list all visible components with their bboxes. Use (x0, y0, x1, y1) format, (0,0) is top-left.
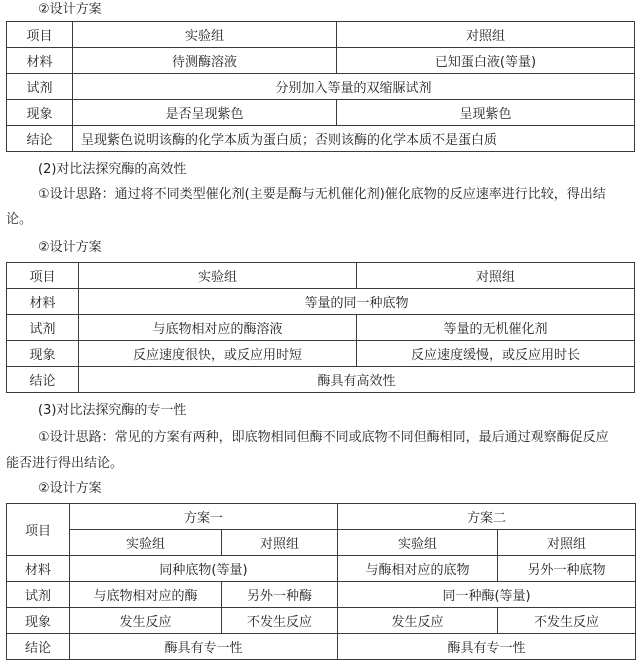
row-label: 材料 (7, 48, 73, 74)
header-s1-control: 对照组 (222, 530, 338, 556)
design-idea-3-line1: ①设计思路：常见的方案有两种，即底物相同但酶不同或底物不同但酶相同，最后通过观察酶促反应 (38, 430, 609, 445)
table-header-row-1 (7, 504, 636, 530)
protein-nature-table (6, 21, 635, 152)
cell-control: 已知蛋白液(等量) (337, 48, 635, 74)
table-header-row (7, 263, 635, 289)
row-label: 材料 (7, 556, 70, 582)
header-item: 项目 (7, 22, 73, 48)
cell-s1-control: 另外一种酶 (222, 582, 338, 608)
header-s2-control: 对照组 (498, 530, 636, 556)
header-experimental: 实验组 (79, 263, 357, 289)
cell-experimental: 反应速度很快，或反应用时短 (79, 341, 357, 367)
cell-s2-control: 不发生反应 (498, 608, 636, 634)
table-header-row (7, 22, 635, 48)
cell-s2-experimental: 发生反应 (338, 608, 498, 634)
cell-s1-control: 不发生反应 (222, 608, 338, 634)
section-title-2: (2)对比法探究酶的高效性 (38, 162, 187, 177)
cell-experimental: 待测酶溶液 (73, 48, 337, 74)
design-idea-2-line1: ①设计思路：通过将不同类型催化剂(主要是酶与无机催化剂)催化底物的反应速率进行比较，得出结 (38, 187, 606, 202)
cell-s1-merged: 同种底物(等量) (70, 556, 338, 582)
header-control: 对照组 (337, 22, 635, 48)
table-header-row-2 (7, 530, 636, 556)
design-idea-3-line2: 能否进行得出结论。 (6, 456, 124, 471)
header-control: 对照组 (357, 263, 635, 289)
cell-s1-experimental: 发生反应 (70, 608, 222, 634)
cell-s1-experimental: 与底物相对应的酶 (70, 582, 222, 608)
design-idea-2-line2: 论。 (6, 212, 33, 227)
cell-control: 反应速度缓慢，或反应用时长 (357, 341, 635, 367)
table-row-reagent (7, 315, 635, 341)
table-row-conclusion (7, 367, 635, 393)
cell-experimental: 与底物相对应的酶溶液 (79, 315, 357, 341)
cell-merged: 酶具有高效性 (79, 367, 635, 393)
table-row-reagent (7, 582, 636, 608)
cell-s1-merged: 酶具有专一性 (70, 634, 338, 660)
cell-s2-merged: 酶具有专一性 (338, 634, 636, 660)
cell-s2-merged: 同一种酶(等量) (338, 582, 636, 608)
row-label: 结论 (7, 126, 73, 152)
specificity-table (6, 503, 636, 660)
design-heading-3: ②设计方案 (38, 481, 102, 496)
design-heading-1: ②设计方案 (38, 2, 102, 17)
table-row-material (7, 556, 636, 582)
row-label: 现象 (7, 608, 70, 634)
cell-s2-experimental: 与酶相对应的底物 (338, 556, 498, 582)
header-s2-experimental: 实验组 (338, 530, 498, 556)
cell-control: 等量的无机催化剂 (357, 315, 635, 341)
row-label: 结论 (7, 634, 70, 660)
header-scheme-2: 方案二 (338, 504, 636, 530)
row-label: 现象 (7, 100, 73, 126)
header-item: 项目 (7, 504, 70, 556)
design-heading-2: ②设计方案 (38, 240, 102, 255)
header-scheme-1: 方案一 (70, 504, 338, 530)
efficiency-table (6, 262, 635, 393)
table-row-phenomenon (7, 341, 635, 367)
table-row-phenomenon (7, 608, 636, 634)
cell-control: 呈现紫色 (337, 100, 635, 126)
header-s1-experimental: 实验组 (70, 530, 222, 556)
row-label: 结论 (7, 367, 79, 393)
table-row-reagent (7, 74, 635, 100)
row-label: 试剂 (7, 74, 73, 100)
row-label: 现象 (7, 341, 79, 367)
header-experimental: 实验组 (73, 22, 337, 48)
header-item: 项目 (7, 263, 79, 289)
cell-merged: 呈现紫色说明该酶的化学本质为蛋白质；否则该酶的化学本质不是蛋白质 (73, 126, 635, 152)
cell-experimental: 是否呈现紫色 (73, 100, 337, 126)
row-label: 试剂 (7, 582, 70, 608)
table-row-material (7, 48, 635, 74)
table-row-phenomenon (7, 100, 635, 126)
table-row-material (7, 289, 635, 315)
cell-merged: 分别加入等量的双缩脲试剂 (73, 74, 635, 100)
table-row-conclusion (7, 634, 636, 660)
cell-merged: 等量的同一种底物 (79, 289, 635, 315)
row-label: 材料 (7, 289, 79, 315)
section-title-3: (3)对比法探究酶的专一性 (38, 403, 187, 418)
table-row-conclusion (7, 126, 635, 152)
row-label: 试剂 (7, 315, 79, 341)
cell-s2-control: 另外一种底物 (498, 556, 636, 582)
